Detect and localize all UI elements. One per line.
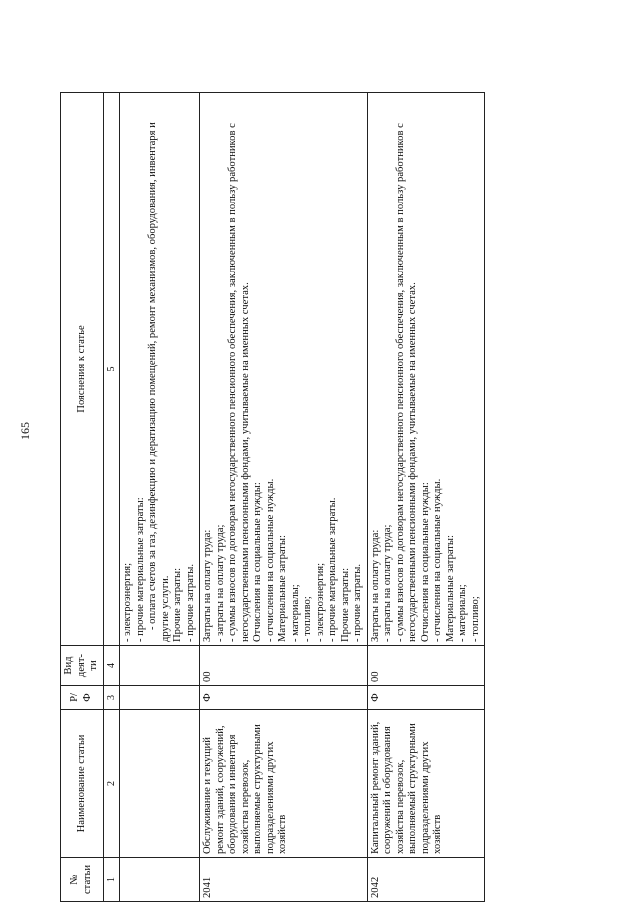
header-activity-type: Вид деят-ти — [61, 646, 104, 686]
articles-table — [60, 92, 485, 902]
column-number: 4 — [103, 646, 120, 686]
article-name — [120, 710, 200, 858]
column-number: 2 — [103, 710, 120, 858]
header-article-number: № статьи — [61, 858, 104, 902]
explanation-line: - суммы взносов по договорам негосударственного пенсионного обеспечения, заключенным в пользу работников с негосударственными пенсионными фондами, учитываемые на именных счетах. — [227, 123, 251, 642]
header-rf: Р/ Ф — [61, 686, 104, 710]
article-activity-type: 00 — [367, 646, 485, 686]
explanation-line: - топливо; — [302, 596, 314, 642]
table-row — [367, 93, 485, 902]
explanation-line: - топливо; — [469, 596, 481, 642]
explanation-line: Прочие затраты: — [172, 567, 184, 642]
explanation-line: Затраты на оплату труда: — [369, 529, 381, 642]
article-explanation — [120, 93, 200, 646]
explanation-line: Отчисления на социальные нужды: — [252, 482, 264, 642]
explanation-line: - прочие материальные затраты: — [134, 497, 146, 642]
table-header-row — [61, 93, 104, 902]
page-number: 165 — [18, 422, 32, 440]
explanation-line: - прочие затраты. — [352, 563, 364, 642]
article-name: Обслуживание и текущий ремонт зданий, сооружений, оборудования и инвентаря хозяйства перевозок, выполняемые структурными подразделениями других хозяйств — [200, 710, 368, 858]
article-rf: Ф — [200, 686, 368, 710]
table-row — [200, 93, 368, 902]
explanation-line: Затраты на оплату труда: — [202, 529, 214, 642]
article-number: 2042 — [367, 858, 485, 902]
article-rf: Ф — [367, 686, 485, 710]
column-number: 3 — [103, 686, 120, 710]
explanation-line: - оплата счетов за газ, дезинфекцию и дератизацию помещений, ремонт механизмов, оборудования, инвентаря и другие услуги. — [147, 122, 171, 642]
article-activity-type: 00 — [200, 646, 368, 686]
explanation-line: - суммы взносов по договорам негосударственного пенсионного обеспечения, заключенным в пользу работников с негосударственными пенсионными фондами, учитываемые на именных счетах. — [394, 123, 419, 642]
explanation-line: - отчисления на социальные нужды. — [264, 478, 276, 642]
explanation-line: Отчисления на социальные нужды: — [419, 482, 431, 642]
article-rf — [120, 686, 200, 710]
explanation-line: Материальные затраты: — [277, 535, 289, 642]
article-name: Капитальный ремонт зданий, сооружений и оборудования хозяйства перевозок, выполняемый структурными подразделениями других хозяйств — [367, 710, 485, 858]
explanation-line: - затраты на оплату труда; — [382, 524, 394, 642]
article-explanation — [367, 93, 485, 646]
column-number-row — [103, 93, 120, 902]
table-row — [120, 93, 200, 902]
article-number — [120, 858, 200, 902]
column-number: 5 — [103, 93, 120, 646]
rotated-table-page — [60, 92, 580, 902]
header-article-name: Наименование статьи — [61, 710, 104, 858]
explanation-line: Прочие затраты: — [339, 567, 351, 642]
explanation-line: - электроэнергия; — [122, 562, 134, 642]
explanation-line: - прочие затраты. — [184, 563, 196, 642]
explanation-line: Материальные затраты: — [444, 535, 456, 642]
article-explanation — [200, 93, 368, 646]
article-activity-type — [120, 646, 200, 686]
explanation-line: - материалы; — [289, 584, 301, 642]
column-number: 1 — [103, 858, 120, 902]
header-explanations: Пояснения к статье — [61, 93, 104, 646]
explanation-line: - затраты на оплату труда; — [214, 524, 226, 642]
explanation-line: - материалы; — [457, 584, 469, 642]
explanation-line: - электроэнергия; — [314, 562, 326, 642]
explanation-line: - прочие материальные затраты. — [327, 497, 339, 642]
article-number: 2041 — [200, 858, 368, 902]
explanation-line: - отчисления на социальные нужды. — [432, 478, 444, 642]
